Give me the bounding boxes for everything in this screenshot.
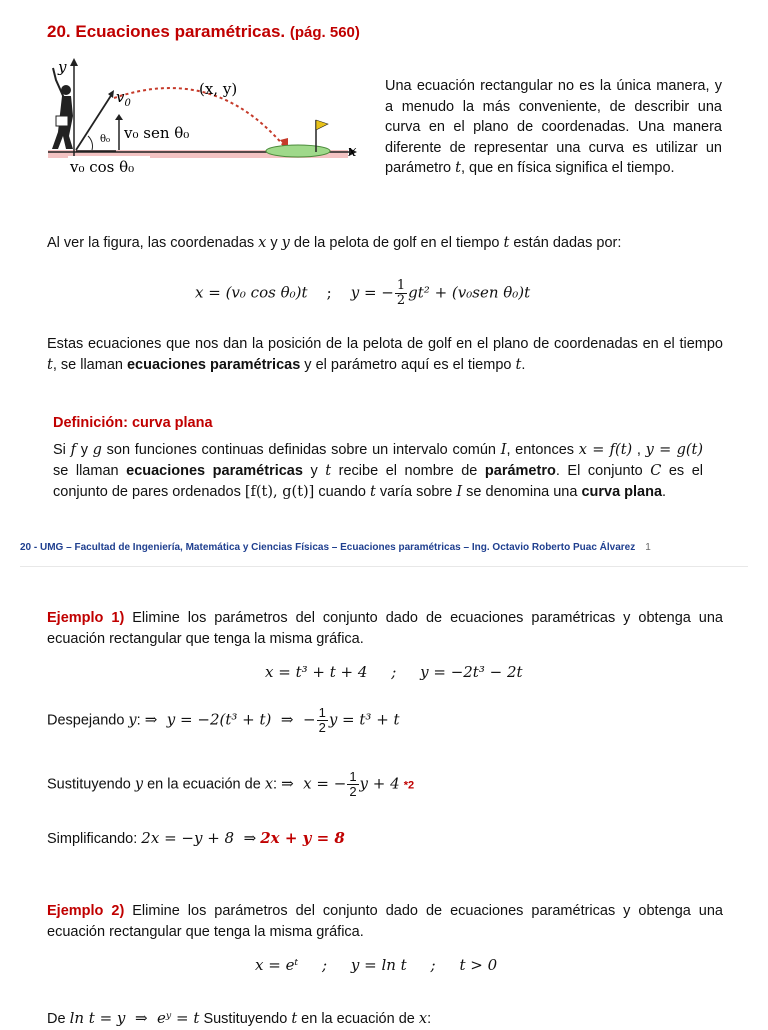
vertical-component-label: v₀ sen θ₀ (124, 124, 190, 142)
intro-paragraph: Una ecuación rectangular no es la única manera, y a menudo la más conveniente, de describir una curva en el plano de coordenadas. Una manera diferente de representar una curva es utilizar un parámetro t, que en física significa el tiempo. (385, 78, 722, 176)
point-label: (x, y) (199, 80, 238, 98)
example-1-step-3: Simplificando: 2x = −y + 8 ⇒ 2x + y = 8 (47, 829, 345, 847)
paragraph-coordinates: Al ver la figura, las coordenadas x y y de la pelota de golf en el tiempo t están dadas por: (47, 235, 622, 251)
example-1-equations: x = t³ + t + 4 ; y = −2t³ − 2t (265, 663, 523, 681)
golf-projectile-figure (44, 54, 362, 180)
parametric-equations-golf: x = (v₀ cos θ₀)t ; y = − $\frac{1}{2}$ gt² + (v₀sen θ₀)t (195, 278, 531, 308)
y-axis-arrow (70, 58, 78, 66)
golfer-icon (52, 68, 73, 149)
page-footer: 20 - UMG – Facultad de Ingeniería, Matemática y Ciencias Físicas – Ecuaciones paramétricas – Ing. Octavio Roberto Puac Álvarez 1 (20, 542, 651, 553)
definition-title: Definición: curva plana (53, 415, 213, 431)
green-area (266, 145, 330, 157)
example-2-step: De ln t = y ⇒ eʸ = t Sustituyendo t en la ecuación de x: (47, 1009, 432, 1027)
example-1-step-1: Despejando y: ⇒ y = −2(t³ + t) ⇒ − $\frac{1}{2}$ y = t³ + t (47, 705, 400, 735)
page-number: 1 (645, 542, 651, 553)
example-1-step-2: Sustituyendo y en la ecuación de x: ⇒ x = − $\frac{1}{2}$ y + 4 *2 (47, 769, 415, 799)
example-2-equations: x = eᵗ ; y = ln t ; t > 0 (255, 956, 498, 974)
flag-icon (316, 120, 328, 130)
x-axis-label: x (348, 142, 357, 160)
example-1-result: 2x + y = 8 (260, 829, 345, 847)
page-separator (20, 566, 748, 567)
page-title: 20. Ecuaciones paramétricas. (pág. 560) (47, 22, 360, 41)
page-reference: (pág. 560) (289, 24, 360, 41)
multiply-note: *2 (403, 779, 415, 792)
horizontal-component-label: v₀ cos θ₀ (70, 158, 135, 176)
example-1-statement: Ejemplo 1) Elimine los parámetros del conjunto dado de ecuaciones paramétricas y obtenga una ecuación rectangular que tenga la misma gráfica. (47, 610, 723, 647)
theta-label: θ₀ (100, 134, 111, 145)
example-2-statement: Ejemplo 2) Elimine los parámetros del conjunto dado de ecuaciones paramétricas y obtenga una ecuación rectangular que tenga la misma gráfica. (47, 903, 723, 940)
definition-body: Si f y g son funciones continuas definidas sobre un intervalo común I, entonces x = f(t) , y = g(t) se llaman ecuaciones paramétricas y t recibe el nombre de parámetro. El conjunto C es el conjunto de pares ordenados [f(t), g(t)] cuando t varía sobre I se denomina una curva plana. (53, 442, 704, 500)
v0-label: $v_0$ (116, 88, 131, 109)
y-axis-label: y (58, 58, 67, 76)
paragraph-parametric: Estas ecuaciones que nos dan la posición de la pelota de golf en el plano de coordenadas en el tiempo t, se llaman ecuaciones paramétricas y el parámetro aquí es el tiempo t. (47, 336, 723, 373)
